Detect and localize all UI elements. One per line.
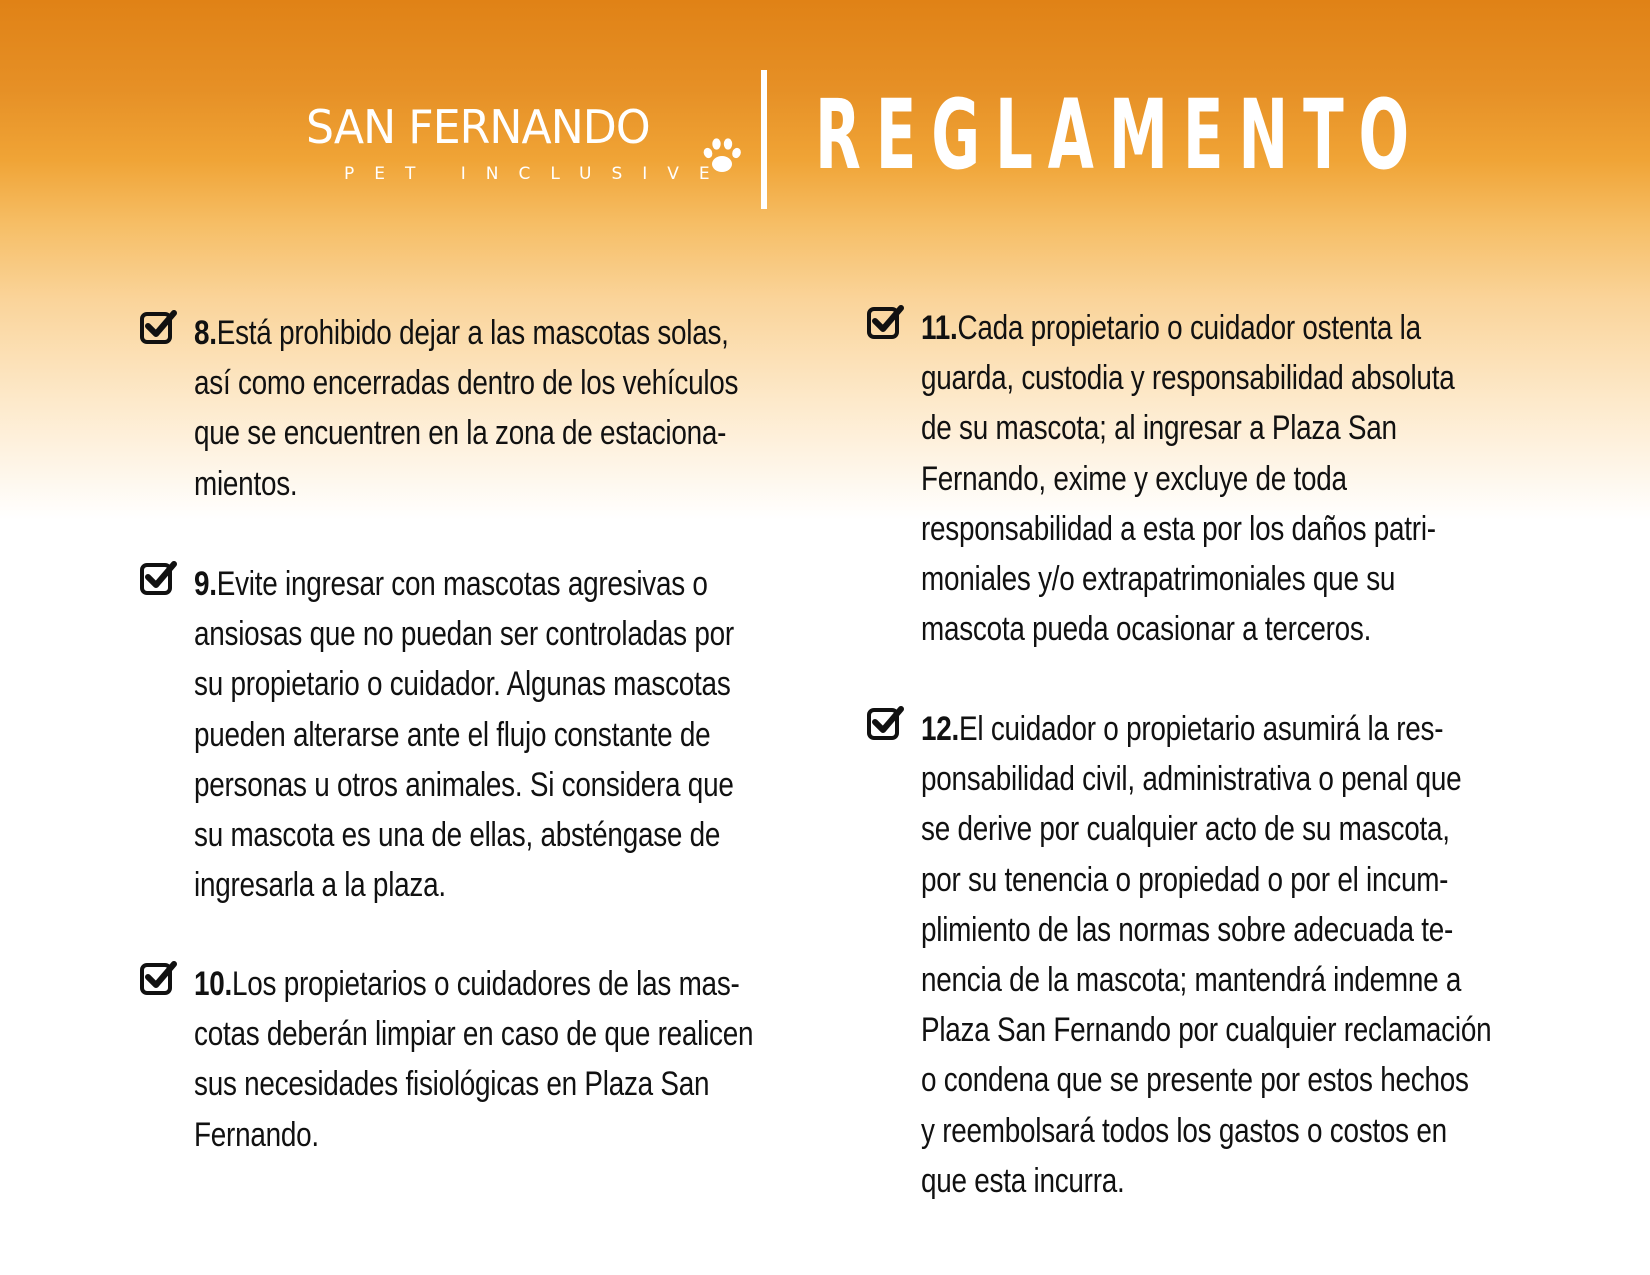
rule-8-line: mientos. <box>194 464 298 503</box>
rule-9-line: pueden alterarse ante el flujo constante de <box>194 715 711 754</box>
rule-12-text <box>921 704 1617 1206</box>
rule-10-line: Los propietarios o cuidadores de las mas- <box>232 965 740 1003</box>
logo-name: SAN FERNANDO <box>306 100 650 154</box>
rule-12-line: o condena que se presente por estos hechos <box>921 1061 1469 1100</box>
rule-11-line: mascota pueda ocasionar a terceros. <box>921 610 1372 649</box>
rule-11-line: de su mascota; al ingresar a Plaza San <box>921 409 1397 448</box>
rule-11-line: Fernando, exime y excluye de toda <box>921 459 1347 498</box>
rule-10-number: 10. <box>194 965 233 1003</box>
rule-11-line: guarda, custodia y responsabilidad absoluta <box>921 359 1455 398</box>
header <box>0 0 1650 230</box>
rule-12-line: plimiento de las normas sobre adecuada te- <box>921 910 1454 949</box>
rule-9-line: Evite ingresar con mascotas agresivas o <box>216 565 708 603</box>
rule-12-number: 12. <box>921 710 960 748</box>
rule-9-number: 9. <box>194 565 217 603</box>
rule-12-line: El cuidador o propietario asumirá la res- <box>959 710 1444 748</box>
rule-12-line: que esta incurra. <box>921 1161 1125 1200</box>
page-title: REGLAMENTO <box>815 79 1425 191</box>
rule-8-line: así como encerradas dentro de los vehículos <box>194 364 739 403</box>
checkbox-check-icon <box>866 303 904 341</box>
rule-11-line: Cada propietario o cuidador ostenta la <box>957 309 1421 347</box>
rule-12-line: se derive por cualquier acto de su mascota, <box>921 810 1450 849</box>
rule-11-text <box>921 303 1572 654</box>
logo-subtitle: PET INCLUSIVE <box>344 164 730 184</box>
rule-8-text <box>194 308 858 509</box>
checkbox-check-icon <box>139 308 177 346</box>
rule-12-line: ponsabilidad civil, administrativa o penal que <box>921 760 1462 799</box>
rule-8-line: Está prohibido dejar a las mascotas solas, <box>216 314 729 352</box>
header-divider <box>761 70 767 209</box>
rule-12-line: por su tenencia o propiedad o por el incum- <box>921 860 1449 899</box>
checkbox-check-icon <box>139 959 177 997</box>
rule-9-line: personas u otros animales. Si considera que <box>194 765 734 804</box>
rule-10-line: Fernando. <box>194 1115 319 1154</box>
checkbox-check-icon <box>139 559 177 597</box>
rule-12-line: y reembolsará todos los gastos o costos en <box>921 1111 1447 1150</box>
rule-8-line: que se encuentren en la zona de estaciona- <box>194 414 727 453</box>
checkbox-check-icon <box>866 704 904 742</box>
rule-10-line: cotas deberán limpiar en caso de que realicen <box>194 1015 754 1054</box>
rule-9-line: su mascota es una de ellas, absténgase de <box>194 816 721 855</box>
rule-11-line: responsabilidad a esta por los daños patri- <box>921 509 1436 548</box>
rule-9-line: ansiosas que no puedan ser controladas por <box>194 615 734 654</box>
rule-10-text <box>194 959 876 1160</box>
san-fernando-logo <box>306 100 746 200</box>
rule-8-number: 8. <box>194 314 217 352</box>
rule-9-line: ingresarla a la plaza. <box>194 866 446 905</box>
rule-11-line: moniales y/o extrapatrimoniales que su <box>921 560 1396 599</box>
rule-9-line: su propietario o cuidador. Algunas mascotas <box>194 665 731 704</box>
rule-10-line: sus necesidades fisiológicas en Plaza San <box>194 1065 710 1104</box>
rule-9-text <box>194 559 852 910</box>
rule-12-line: Plaza San Fernando por cualquier reclamación <box>921 1011 1492 1050</box>
rule-11-number: 11. <box>921 309 958 347</box>
rule-12-line: nencia de la mascota; mantendrá indemne a <box>921 961 1462 1000</box>
